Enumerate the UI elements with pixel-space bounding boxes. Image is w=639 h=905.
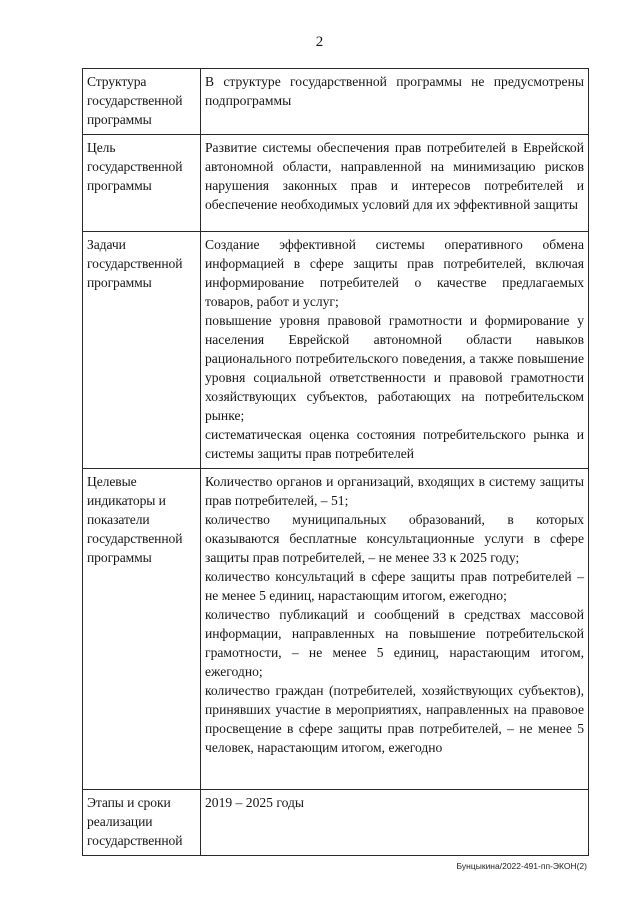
content-paragraph: В структуре государственной программы не предусмотрены подпрограммы	[205, 74, 584, 108]
row-label-stages	[83, 790, 201, 856]
content-paragraph: систематическая оценка состояния потребительского рынка и системы защиты прав потребителей	[205, 427, 584, 461]
label-line: Задачи	[87, 237, 126, 252]
content-paragraph: Развитие системы обеспечения прав потребителей в Еврейской автономной области, направленной на минимизацию рисков нарушения законных прав и интересов потребителей и обеспечение необходимых условий для их эффективной защиты	[205, 140, 584, 212]
content-paragraph: 2019 – 2025 годы	[205, 795, 305, 810]
row-content-indicators	[201, 469, 589, 790]
label-line: индикаторы и	[87, 493, 166, 508]
document-footer-code: Бунцыкина/2022-491-пп-ЭКОН(2)	[456, 861, 587, 871]
row-content-structure	[201, 69, 589, 135]
content-paragraph: Создание эффективной системы оперативного обмена информацией в сфере защиты прав потребителей, включая информирование потребителей о качестве предлагаемых товаров, работ и услуг;	[205, 237, 584, 309]
label-line: программы	[87, 550, 152, 565]
table-row-indicators	[83, 469, 589, 790]
label-line: Цель	[87, 140, 116, 155]
table-row-goal	[83, 135, 589, 232]
program-passport-table	[82, 68, 589, 856]
content-paragraph: количество граждан (потребителей, хозяйствующих субъектов), принявших участие в мероприятиях, направленных на правовое просвещение в сфере защиты прав потребителей, – не менее 5 человек, нарастающим итогом, ежегодно	[205, 683, 584, 755]
row-label-structure	[83, 69, 201, 135]
label-line: показатели	[87, 512, 150, 527]
label-line: государственной	[87, 531, 183, 546]
table-row-structure	[83, 69, 589, 135]
label-line: государственной	[87, 159, 183, 174]
row-label-indicators	[83, 469, 201, 790]
table-row-stages	[83, 790, 589, 856]
content-paragraph: количество консультаций в сфере защиты прав потребителей – не менее 5 единиц, нарастающим итогом, ежегодно;	[205, 569, 584, 603]
content-paragraph: количество публикаций и сообщений в средствах массовой информации, направленных на повышение потребительской грамотности, – не менее 5 единиц, нарастающим итогом, ежегодно;	[205, 607, 584, 679]
label-line: Целевые	[87, 474, 137, 489]
label-line: реализации	[87, 814, 153, 829]
label-line: государственной	[87, 256, 183, 271]
row-content-tasks	[201, 232, 589, 469]
page-number: 2	[315, 34, 324, 50]
row-content-goal	[201, 135, 589, 232]
table-row-tasks	[83, 232, 589, 469]
row-label-tasks	[83, 232, 201, 469]
content-paragraph: количество муниципальных образований, в которых оказываются бесплатные консультационные услуги в сфере защиты прав потребителей, – не менее 33 к 2025 году;	[205, 512, 584, 565]
row-content-stages	[201, 790, 589, 856]
row-label-goal	[83, 135, 201, 232]
content-paragraph: повышение уровня правовой грамотности и формирование у населения Еврейской автономной области навыков рационального потребительского поведения, а также повышение уровня социальной ответственности и правовой грамотности хозяйствующих субъектов, работающих на потребительском рынке;	[205, 313, 584, 423]
label-line: Этапы и сроки	[87, 795, 171, 810]
label-line: программы	[87, 275, 152, 290]
content-paragraph: Количество органов и организаций, входящих в систему защиты прав потребителей, – 51;	[205, 474, 584, 508]
label-line: Структура	[87, 74, 147, 89]
label-line: государственной	[87, 93, 183, 108]
label-line: программы	[87, 178, 152, 193]
label-line: государственной	[87, 833, 183, 848]
label-line: программы	[87, 112, 152, 127]
